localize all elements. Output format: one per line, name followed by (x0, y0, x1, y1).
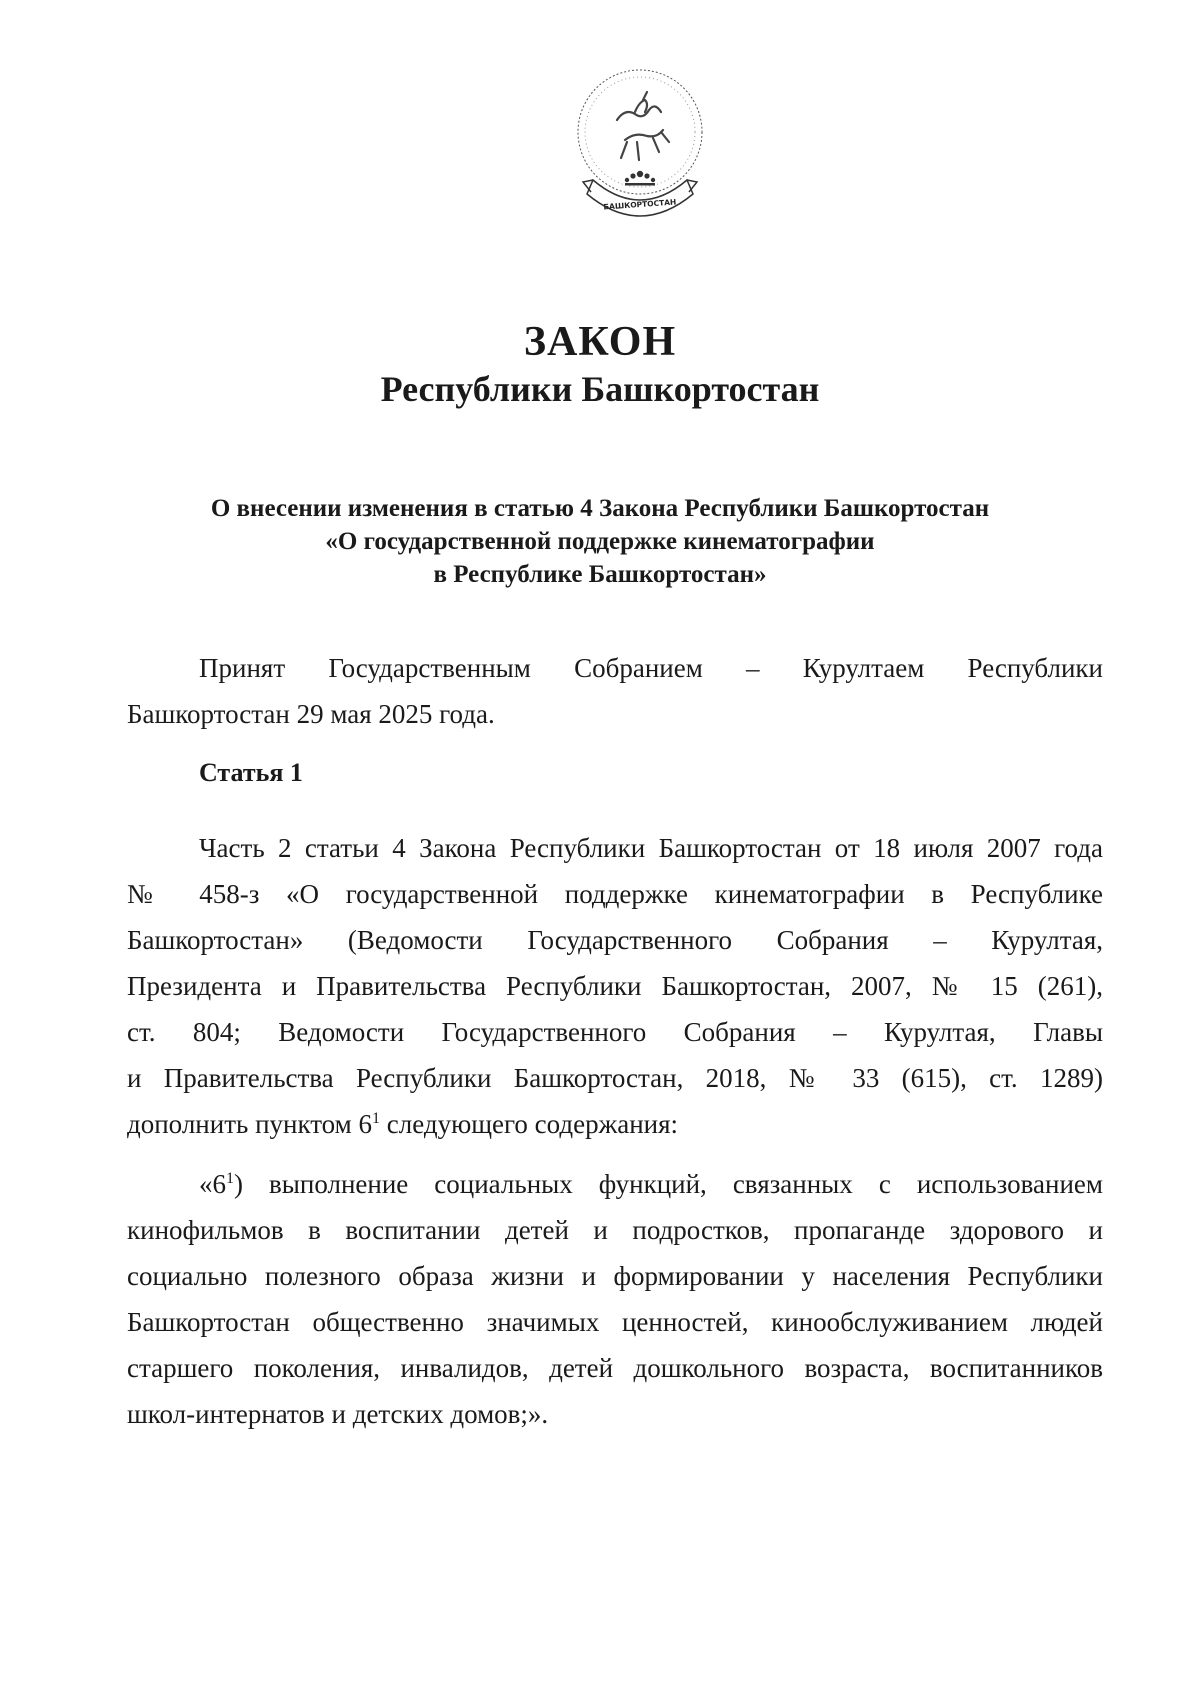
quote-line: кинофильмов в воспитании детей и подростков, пропаганде здорового и (127, 1215, 1103, 1245)
superscript-index: 1 (372, 1110, 380, 1127)
article-line-text: дополнить пунктом 6 (127, 1109, 372, 1139)
adoption-line: Башкортостан 29 мая 2025 года. (127, 699, 495, 729)
quote-line-text: «6 (199, 1169, 226, 1199)
document-title: ЗАКОН (523, 319, 677, 365)
article-paragraph (127, 825, 1103, 1147)
quote-line-text: ) выполнение социальных функций, связанных с использованием (234, 1169, 1103, 1199)
adoption-paragraph (127, 645, 1103, 737)
article-line: Башкортостан» (Ведомости Государственного Собрания – Курултая, (127, 925, 1103, 955)
emblem-ribbon-text: БАШКОРТОСТАН (603, 197, 677, 212)
adoption-line: Принят Государственным Собранием – Курултаем Республики (199, 653, 1103, 683)
quote-line: Башкортостан общественно значимых ценностей, кинообслуживанием людей (127, 1307, 1103, 1337)
quote-line: старшего поколения, инвалидов, детей дошкольного возраста, воспитанников (127, 1353, 1103, 1383)
article-line: ст. 804; Ведомости Государственного Собрания – Курултая, Главы (127, 1017, 1103, 1047)
law-subject-line: «О государственной поддержке кинематографии (325, 528, 875, 555)
coat-of-arms-emblem (565, 62, 715, 252)
article-line: и Правительства Республики Башкортостан, 2018, № 33 (615), ст. 1289) (127, 1063, 1103, 1093)
law-subject-line: в Республике Башкортостан» (433, 561, 767, 588)
article-line: Президента и Правительства Республики Башкортостан, 2007, № 15 (261), (127, 971, 1103, 1001)
article-line (127, 1101, 1103, 1147)
law-subject-line: О внесении изменения в статью 4 Закона Республики Башкортостан (210, 495, 990, 522)
quote-line (127, 1161, 1103, 1207)
quote-line: социально полезного образа жизни и формировании у населения Республики (127, 1261, 1103, 1291)
document-title-republic: Республики Башкортостан (380, 369, 820, 409)
law-subject (100, 492, 1100, 591)
quoted-clause-paragraph (127, 1161, 1103, 1437)
article-line: № 458-з «О государственной поддержке кинематографии в Республике (127, 879, 1103, 909)
article-heading: Статья 1 (199, 758, 303, 787)
article-line-text: следующего содержания: (380, 1109, 679, 1139)
superscript-index: 1 (226, 1170, 234, 1187)
quote-line: школ-интернатов и детских домов;». (127, 1399, 549, 1429)
article-line: Часть 2 статьи 4 Закона Республики Башкортостан от 18 июля 2007 года (199, 833, 1103, 863)
